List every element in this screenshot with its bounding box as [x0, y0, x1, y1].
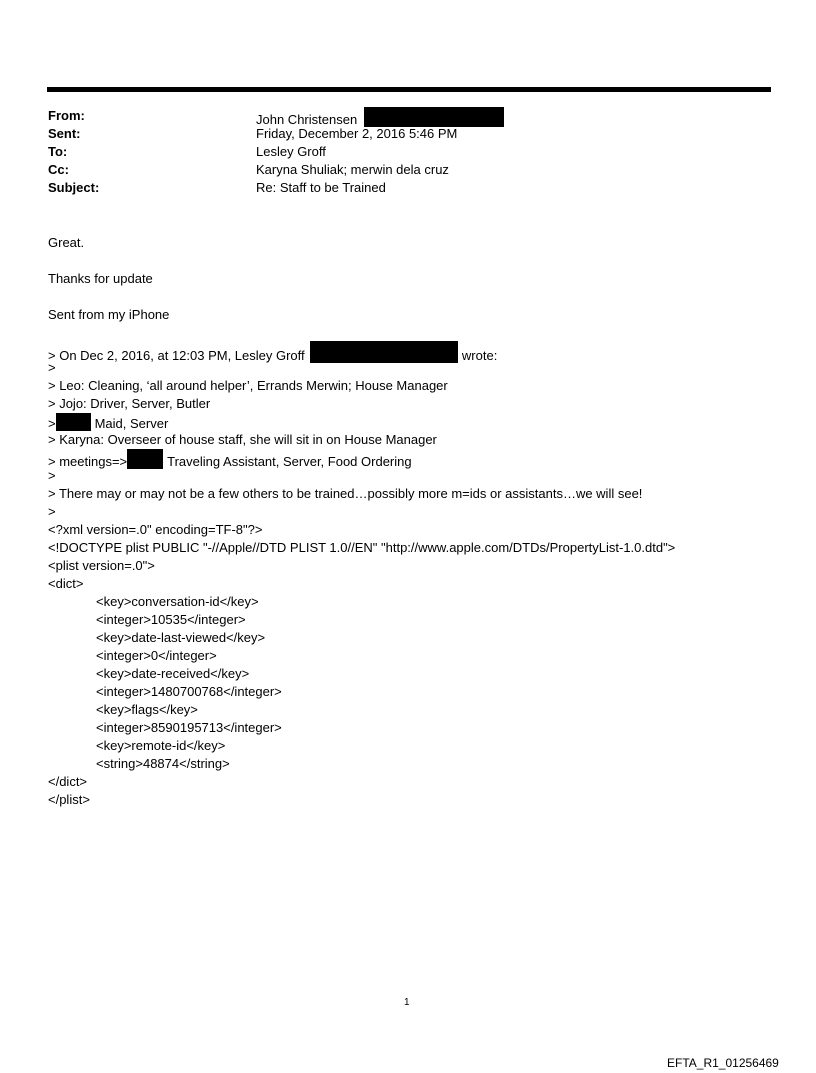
quote-others: > There may or may not be a few others to be trained…possibly more m=ids or assistants…we will see!: [48, 486, 643, 501]
plist-entry: <integer>10535</integer>: [96, 612, 246, 627]
quote-intro: [48, 341, 497, 365]
to-value: Lesley Groff: [256, 144, 326, 159]
plist-doctype: <!DOCTYPE plist PUBLIC "-//Apple//DTD PLIST 1.0//EN" "http://www.apple.com/DTDs/PropertyList-1.0.dtd">: [48, 540, 676, 555]
quote-blank: >: [48, 504, 56, 519]
quote-intro-text: > On Dec 2, 2016, at 12:03 PM, Lesley Groff: [48, 348, 305, 363]
quote-meetings-text: Traveling Assistant, Server, Food Ordering: [167, 454, 412, 469]
redaction-box: [56, 413, 91, 431]
to-label: To:: [48, 144, 68, 159]
body-line-sent-from: Sent from my iPhone: [48, 307, 170, 322]
plist-entry: <integer>0</integer>: [96, 648, 217, 663]
quote-meetings: [48, 449, 412, 471]
plist-entry: <integer>8590195713</integer>: [96, 720, 282, 735]
cc-label: Cc:: [48, 162, 69, 177]
quote-intro-wrote: wrote:: [461, 348, 498, 363]
plist-entry: <key>conversation-id</key>: [96, 594, 259, 609]
sent-label: Sent:: [48, 126, 81, 141]
redaction-box: [364, 107, 504, 127]
dict-close-tag: </dict>: [48, 774, 88, 789]
plist-close-tag: </plist>: [48, 792, 90, 807]
quote-meetings-prefix: > meetings=>: [48, 454, 128, 469]
cc-value: Karyna Shuliak; merwin dela cruz: [256, 162, 449, 177]
plist-entry: <integer>1480700768</integer>: [96, 684, 282, 699]
subject-label: Subject:: [48, 180, 100, 195]
quote-leo: > Leo: Cleaning, ‘all around helper’, Errands Merwin; House Manager: [48, 378, 448, 393]
body-line-thanks: Thanks for update: [48, 271, 153, 286]
plist-entry: <key>date-last-viewed</key>: [96, 630, 266, 645]
quote-maid-prefix: >: [48, 416, 56, 431]
quote-jojo: > Jojo: Driver, Server, Butler: [48, 396, 211, 411]
plist-entry: <key>date-received</key>: [96, 666, 250, 681]
quote-maid: [48, 413, 168, 433]
plist-entry: <string>48874</string>: [96, 756, 230, 771]
plist-open-tag: <plist version=.0">: [48, 558, 155, 573]
redaction-box: [127, 449, 163, 469]
dict-open-tag: <dict>: [48, 576, 84, 591]
quote-maid-text: Maid, Server: [94, 416, 169, 431]
quote-karyna: > Karyna: Overseer of house staff, she will sit in on House Manager: [48, 432, 437, 447]
page-number: 1: [404, 997, 410, 1008]
quote-blank: >: [48, 468, 56, 483]
plist-entry: <key>remote-id</key>: [96, 738, 226, 753]
redaction-box: [310, 341, 458, 363]
plist-entry: <key>flags</key>: [96, 702, 198, 717]
subject-value: Re: Staff to be Trained: [256, 180, 386, 195]
body-line-great: Great.: [48, 235, 85, 250]
from-label: From:: [48, 108, 85, 123]
header-rule: [47, 87, 771, 92]
plist-xml-declaration: <?xml version=.0" encoding=TF-8"?>: [48, 522, 263, 537]
bates-number: EFTA_R1_01256469: [667, 1056, 779, 1070]
from-name: John Christensen: [256, 112, 358, 127]
quote-blank: >: [48, 360, 56, 375]
sent-value: Friday, December 2, 2016 5:46 PM: [256, 126, 458, 141]
